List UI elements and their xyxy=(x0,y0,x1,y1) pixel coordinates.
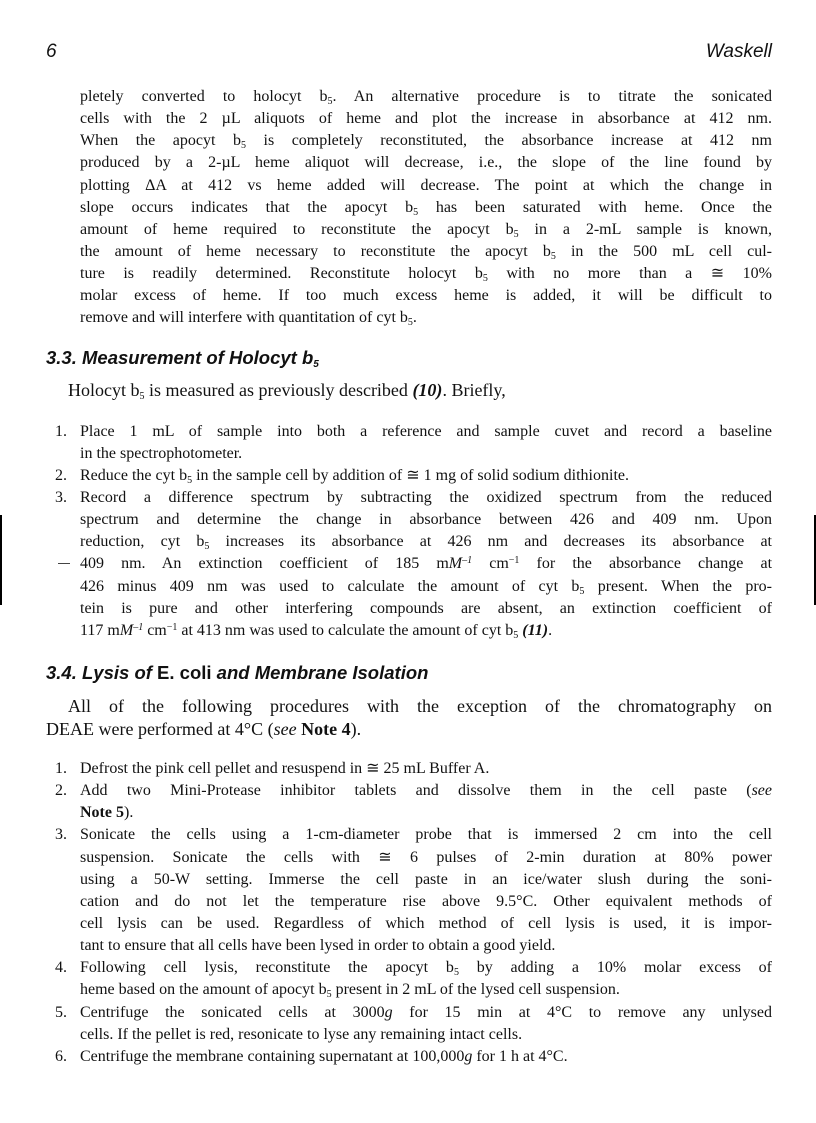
list-number: 3. xyxy=(55,826,67,844)
procedure-list-3-4 xyxy=(46,758,772,1068)
text-line: Sonicate the cells using a 1-cm-diameter probe that is immersed 2 cm into the cell xyxy=(80,826,772,844)
section-3-4-lead xyxy=(46,695,772,741)
subscript: 5 xyxy=(407,317,413,329)
subscript: 5 xyxy=(413,206,419,218)
text-line: Reduce the cyt $b_5$ in the sample cell by addition of ≅ 1 mg of solid sodium dithionite. xyxy=(80,466,629,486)
change-bar-left xyxy=(0,515,2,605)
text-line: Record a difference spectrum by subtracting the oxidized spectrum from the reduced xyxy=(80,488,772,506)
list-item xyxy=(55,824,772,957)
text-line: produced by a 2-µL heme aliquot will decrease, i.e., the slope of the line found by xyxy=(80,154,772,172)
text-line: Centrifuge the sonicated cells at 3000g for 15 min at 4°C to remove any unlysed xyxy=(80,1003,772,1021)
styled-text: M xyxy=(119,621,134,639)
running-header xyxy=(46,41,772,65)
subscript: 5 xyxy=(326,989,332,1001)
note-reference: Note 4 xyxy=(301,718,351,739)
text-line: the amount of heme necessary to reconstitute the apocyt $b_5$ in the 500 mL cell cul- xyxy=(80,242,772,262)
text-line: 426 minus 409 nm was used to calculate the amount of cyt $b_5$ present. When the pro- xyxy=(80,577,772,597)
text-line: cells with the 2 µL aliquots of heme and plot the increase in absorbance at 412 nm. xyxy=(80,110,772,128)
text-line: Centrifuge the membrane containing supernatant at 100,000g for 1 h at 4°C. xyxy=(80,1047,568,1065)
text-line: Holocyt $b_5$ is measured as previously described (10). Briefly, xyxy=(68,379,506,402)
list-number: 3. xyxy=(55,488,67,506)
text-line: tein is pure and other interfering compounds are absent, an extinction coefficient of xyxy=(80,599,772,617)
styled-text: g xyxy=(384,1003,393,1021)
list-number: 2. xyxy=(55,782,67,800)
text-line: Following cell lysis, reconstitute the apocyt $b_5$ by adding a 10% molar excess of xyxy=(80,959,772,979)
citation: (11) xyxy=(522,621,549,639)
styled-text: see xyxy=(273,718,297,739)
subscript: 5 xyxy=(579,585,585,597)
styled-text: –1 xyxy=(133,621,144,633)
section-heading-3-3: 3.3. Measurement of Holocyt $b_5$ xyxy=(46,346,319,370)
text-line: Defrost the pink cell pellet and resuspend in ≅ 25 mL Buffer A. xyxy=(80,759,490,777)
list-number: 2. xyxy=(55,466,67,484)
text-line: DEAE were performed at 4°C (see Note 4). xyxy=(46,718,362,739)
text-line: When the apocyt $b_5$ is completely reconstituted, the absorbance increase at 412 nm xyxy=(80,132,772,152)
subscript: 5 xyxy=(453,967,459,979)
list-item xyxy=(55,487,773,642)
list-item xyxy=(55,780,772,824)
subscript: 5 xyxy=(550,250,556,262)
list-number: 4. xyxy=(55,959,67,977)
text-line: remove and will interfere with quantitation of cyt $b_5$. xyxy=(80,309,417,329)
styled-text: g xyxy=(464,1047,473,1065)
text-line: All of the following procedures with the exception of the chromatography on xyxy=(68,695,772,716)
text-line: amount of heme required to reconstitute the apocyt $b_5$ in a 2-mL sample is known, xyxy=(80,220,772,240)
citation: (10) xyxy=(412,379,443,400)
text-line: heme based on the amount of apocyt $b_5$ present in 2 mL of the lysed cell suspension. xyxy=(80,981,620,1001)
subscript: 5 xyxy=(513,629,519,641)
text-line: Add two Mini-Protease inhibitor tablets and dissolve them in the cell paste (see xyxy=(80,782,772,800)
text-line: tant to ensure that all cells have been lysed in order to obtain a good yield. xyxy=(80,937,556,955)
page-body xyxy=(46,86,772,1068)
page-number: 6 xyxy=(46,41,57,62)
subscript: 5 xyxy=(327,96,333,107)
text-line: 409 nm. An extinction coefficient of 185 $mM^{-1}$ $cm^{-1}$ for the absorbance change at xyxy=(80,555,773,573)
text-line: in the spectrophotometer. xyxy=(80,444,243,462)
text-line: plotting ΔA at 412 vs heme added will decrease. The point at which the change in xyxy=(80,176,772,194)
subscript: 5 xyxy=(482,273,488,285)
styled-text: −1 xyxy=(166,621,178,633)
text-line: cation and do not let the temperature rise above 9.5°C. Other equivalent methods of xyxy=(80,892,772,910)
subscript: 5 xyxy=(204,541,210,553)
text-line: slope occurs indicates that the apocyt $b_5$ has been saturated with heme. Once the xyxy=(80,198,772,218)
styled-text: −1 xyxy=(508,555,520,567)
text-line: reduction, cyt $b_5$ increases its absorbance at 426 nm and decreases its absorbance at xyxy=(80,533,773,553)
text-line: Note 5). xyxy=(80,804,134,822)
subscript: 5 xyxy=(513,228,519,240)
text-line: ture is readily determined. Reconstitute holocyt $b_5$ with no more than a ≅ 10% xyxy=(80,265,772,285)
text-line: Place 1 mL of sample into both a reference and sample cuvet and record a baseline xyxy=(80,422,772,440)
text-line: 117 $mM^{-1}$ $cm^{-1}$ at 413 nm was used to calculate the amount of cyt $b_5$ (11). xyxy=(80,621,553,641)
running-author: Waskell xyxy=(705,41,772,62)
list-item xyxy=(55,465,772,487)
text-line: cell lysis can be used. Regardless of which method of cell lysis is used, it is impor- xyxy=(80,914,772,932)
styled-text: see xyxy=(751,782,772,800)
text-line: suspension. Sonicate the cells with ≅ 6 pulses of 2-min duration at 80% power xyxy=(80,848,772,866)
text-line: molar excess of heme. If too much excess heme is added, it will be difficult to xyxy=(80,287,772,305)
text-line: cells. If the pellet is red, resonicate to lyse any remaining intact cells. xyxy=(80,1025,523,1043)
list-item xyxy=(55,957,772,1001)
text-line: using a 50-W setting. Immerse the cell paste in an ice/water slush during the soni- xyxy=(80,870,772,888)
list-number: 1. xyxy=(55,759,67,777)
note-reference: Note 5 xyxy=(80,804,124,822)
styled-text: M xyxy=(448,555,463,573)
styled-text: –1 xyxy=(462,555,473,567)
list-item xyxy=(55,758,772,780)
list-number: 6. xyxy=(55,1047,67,1065)
subscript: 5 xyxy=(313,358,319,370)
list-number: 5. xyxy=(55,1003,67,1021)
list-number: 1. xyxy=(55,422,67,440)
list-item xyxy=(55,1002,772,1046)
subscript: 5 xyxy=(240,140,246,152)
text-line: pletely converted to holocyt $b_5$. An alternative procedure is to titrate the sonicated xyxy=(80,88,773,107)
subscript: 5 xyxy=(139,390,145,402)
text-line: spectrum and determine the change in absorbance between 426 and 409 nm. Upon xyxy=(80,511,772,529)
section-heading-3-4: 3.4. Lysis of E. coli and Membrane Isolation xyxy=(46,661,429,683)
list-item xyxy=(55,1046,772,1068)
subscript: 5 xyxy=(187,474,193,486)
section-3-3-lead xyxy=(46,379,772,402)
list-item xyxy=(55,421,772,465)
intro-paragraph xyxy=(80,86,772,330)
styled-text: E. coli xyxy=(157,661,212,683)
procedure-list-3-3 xyxy=(46,421,772,642)
